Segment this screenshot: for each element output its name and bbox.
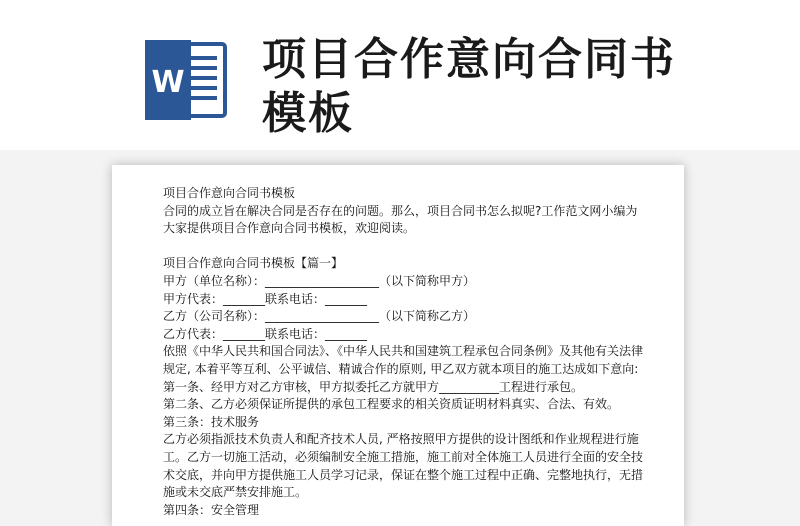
document-line: 甲方代表：_______联系电话：_______ — [163, 291, 368, 306]
document-line: 甲方（单位名称）：___________________（以下简称甲方） — [163, 273, 476, 288]
document-line: 第一条、经甲方对乙方审核，甲方拟委托乙方就甲方__________工程进行承包。 — [163, 379, 584, 394]
document-line: 依照《中华人民共和国合同法》、《中华人民共和国建筑工程承包合同条例》及其他有关法律 — [163, 344, 644, 359]
document-line: 术交底，并向甲方提供施工人员学习记录，保证在整个施工过程中正确、完整地执行，无措 — [163, 467, 644, 482]
page-title — [262, 33, 782, 141]
document-line: 乙方代表：_______联系电话：_______ — [163, 326, 368, 341]
document-line: 项目合作意向合同书模板 — [163, 186, 296, 200]
document-line: 乙方必须指派技术负责人和配齐技术人员, 严格按照甲方提供的设计图纸和作业规程进行施 — [163, 432, 639, 447]
document-line: 第三条：技术服务 — [163, 414, 260, 429]
document-line: 项目合作意向合同书模板【篇一】 — [163, 256, 344, 271]
document-line: 乙方（公司名称）：___________________（以下简称乙方） — [163, 309, 476, 324]
document-line: 合同的成立旨在解决合同是否存在的问题。那么，项目合同书怎么拟呢?工作范文网小编为 — [163, 203, 638, 218]
word-icon-letter: W — [151, 65, 185, 100]
document-body — [163, 185, 663, 519]
blank-line — [163, 238, 663, 256]
document-page — [112, 165, 684, 526]
title-line-2: 模板 — [262, 88, 354, 139]
document-line: 大家提供项目合作意向合同书模板，欢迎阅读。 — [163, 221, 416, 236]
document-line: 工。乙方一切施工活动，必须编制安全施工措施，施工前对全体施工人员进行全面的安全技 — [163, 449, 644, 464]
document-line: 规定, 本着平等互利、公平诚信、精诚合作的原则, 甲乙双方就本项目的施工达成如下意向: — [163, 361, 639, 376]
document-line: 第四条：安全管理 — [163, 502, 260, 517]
title-line-1: 项目合作意向合同书 — [262, 34, 676, 85]
document-line: 第二条、乙方必须保证所提供的承包工程要求的相关资质证明材料真实、合法、有效。 — [163, 397, 620, 412]
document-line: 施或未交底严禁安排施工。 — [163, 485, 308, 500]
word-document-icon — [143, 40, 229, 120]
header-banner — [0, 0, 800, 150]
